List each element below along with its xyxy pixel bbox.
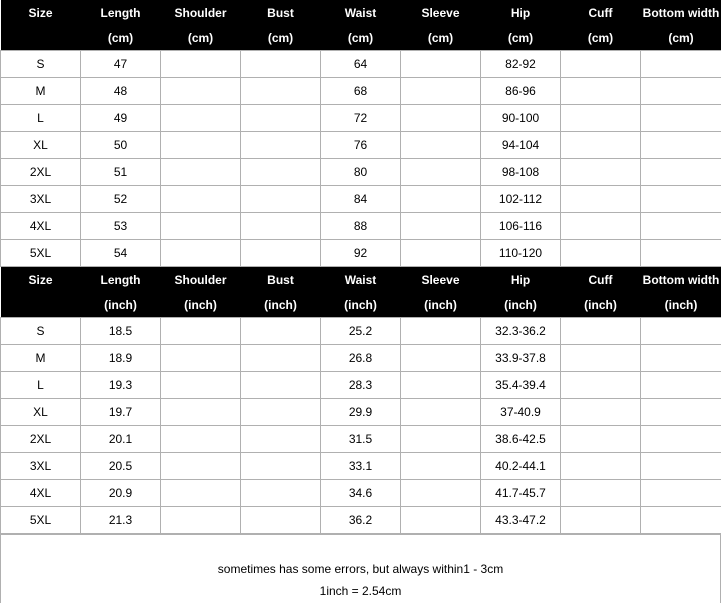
- table-cell: [641, 318, 721, 345]
- header-cell-bottom-width: Bottom width: [641, 0, 721, 25]
- table-cell: [641, 159, 721, 186]
- table-cell: 90-100: [481, 105, 561, 132]
- table-cell: [561, 213, 641, 240]
- table-row: [1, 132, 721, 159]
- table-cell: 92: [321, 240, 401, 267]
- table-cell: [241, 318, 321, 345]
- table-cell: [401, 345, 481, 372]
- table-cell: [561, 159, 641, 186]
- header-cell-waist: (cm): [321, 25, 401, 51]
- table-cell: [241, 507, 321, 534]
- size-cell: S: [1, 51, 81, 78]
- table-cell: [641, 213, 721, 240]
- table-cell: 33.1: [321, 453, 401, 480]
- table-cell: 18.9: [81, 345, 161, 372]
- table-cell: 28.3: [321, 372, 401, 399]
- size-cell: M: [1, 78, 81, 105]
- size-cell: 5XL: [1, 507, 81, 534]
- table-cell: 82-92: [481, 51, 561, 78]
- header-cell-bust: Bust: [241, 267, 321, 292]
- table-cell: 20.5: [81, 453, 161, 480]
- table-row: [1, 480, 721, 507]
- size-cell: 4XL: [1, 213, 81, 240]
- header-cell-shoulder: (cm): [161, 25, 241, 51]
- header-cell-length: Length: [81, 0, 161, 25]
- table-cell: 35.4-39.4: [481, 372, 561, 399]
- table-cell: 47: [81, 51, 161, 78]
- table-cell: [241, 51, 321, 78]
- table-cell: [241, 345, 321, 372]
- table-cell: 36.2: [321, 507, 401, 534]
- header-cell-hip: (inch): [481, 292, 561, 318]
- table-cell: [241, 372, 321, 399]
- table-cell: 50: [81, 132, 161, 159]
- header-cell-bottom-width: Bottom width: [641, 267, 721, 292]
- table-cell: [161, 345, 241, 372]
- table-cell: 84: [321, 186, 401, 213]
- size-cell: 4XL: [1, 480, 81, 507]
- table-cell: 25.2: [321, 318, 401, 345]
- table-cell: [561, 318, 641, 345]
- size-cell: M: [1, 345, 81, 372]
- header-cell-bottom-width: (inch): [641, 292, 721, 318]
- header-cell-waist: Waist: [321, 0, 401, 25]
- table-cell: [241, 132, 321, 159]
- table-cell: [241, 105, 321, 132]
- table-cell: 88: [321, 213, 401, 240]
- table-cell: 49: [81, 105, 161, 132]
- table-row: [1, 78, 721, 105]
- header-cell-sleeve: Sleeve: [401, 0, 481, 25]
- table-cell: 48: [81, 78, 161, 105]
- table-cell: 53: [81, 213, 161, 240]
- size-cell: 5XL: [1, 240, 81, 267]
- header-cell-hip: Hip: [481, 0, 561, 25]
- size-cell: L: [1, 105, 81, 132]
- table-cell: [561, 186, 641, 213]
- table-cell: [641, 240, 721, 267]
- table-cell: 110-120: [481, 240, 561, 267]
- table-cell: 19.7: [81, 399, 161, 426]
- table-cell: [161, 159, 241, 186]
- header-cell-sleeve: Sleeve: [401, 267, 481, 292]
- table-cell: [561, 78, 641, 105]
- header-cell-shoulder: Shoulder: [161, 267, 241, 292]
- table-cell: [401, 159, 481, 186]
- table-cell: 21.3: [81, 507, 161, 534]
- table-cell: [561, 399, 641, 426]
- measurement-note: [0, 534, 721, 603]
- table-row: [1, 507, 721, 534]
- table-row: [1, 240, 721, 267]
- header-cell-size: Size: [1, 0, 81, 25]
- header-cell-size: Size: [1, 267, 81, 292]
- table-row: [1, 426, 721, 453]
- table-cell: 18.5: [81, 318, 161, 345]
- table-cell: 72: [321, 105, 401, 132]
- header-cell-waist: (inch): [321, 292, 401, 318]
- table-cell: [401, 507, 481, 534]
- table-cell: [161, 507, 241, 534]
- table-cell: [161, 105, 241, 132]
- header-cell-cuff: (cm): [561, 25, 641, 51]
- table-cell: 64: [321, 51, 401, 78]
- table-cell: 32.3-36.2: [481, 318, 561, 345]
- table-cell: [641, 105, 721, 132]
- table-cell: [641, 51, 721, 78]
- size-cell: XL: [1, 132, 81, 159]
- table-row: [1, 51, 721, 78]
- header-cell-size: [1, 292, 81, 318]
- table-cell: 80: [321, 159, 401, 186]
- table-cell: [401, 240, 481, 267]
- table-row: [1, 399, 721, 426]
- cm-header-row: [1, 0, 721, 25]
- table-cell: 68: [321, 78, 401, 105]
- table-cell: [241, 186, 321, 213]
- table-cell: [161, 78, 241, 105]
- inch-header-row: [1, 267, 721, 292]
- table-cell: 86-96: [481, 78, 561, 105]
- table-cell: [241, 159, 321, 186]
- table-cell: [641, 78, 721, 105]
- table-cell: [641, 372, 721, 399]
- table-cell: [161, 372, 241, 399]
- table-cell: [401, 318, 481, 345]
- table-cell: 34.6: [321, 480, 401, 507]
- size-cell: S: [1, 318, 81, 345]
- header-cell-bust: (inch): [241, 292, 321, 318]
- table-cell: [241, 480, 321, 507]
- cm-table-body: [1, 51, 721, 267]
- note-conversion-text: 1inch = 2.54cm: [319, 584, 402, 598]
- table-cell: [241, 453, 321, 480]
- table-cell: 98-108: [481, 159, 561, 186]
- table-row: [1, 159, 721, 186]
- header-cell-waist: Waist: [321, 267, 401, 292]
- table-cell: [401, 132, 481, 159]
- table-cell: [641, 480, 721, 507]
- table-cell: 54: [81, 240, 161, 267]
- table-cell: 19.3: [81, 372, 161, 399]
- table-cell: [561, 105, 641, 132]
- table-cell: 29.9: [321, 399, 401, 426]
- table-cell: [161, 51, 241, 78]
- table-cell: [641, 507, 721, 534]
- size-cell: 3XL: [1, 453, 81, 480]
- table-cell: [241, 426, 321, 453]
- table-row: [1, 345, 721, 372]
- table-cell: [561, 240, 641, 267]
- table-cell: [561, 372, 641, 399]
- table-cell: 76: [321, 132, 401, 159]
- table-cell: [561, 426, 641, 453]
- cm-unit-row: [1, 25, 721, 51]
- table-cell: [641, 399, 721, 426]
- inch-table-body: [1, 318, 721, 534]
- table-cell: [401, 78, 481, 105]
- table-cell: [401, 213, 481, 240]
- inch-unit-row: [1, 292, 721, 318]
- table-cell: 20.1: [81, 426, 161, 453]
- table-row: [1, 213, 721, 240]
- table-cell: [641, 186, 721, 213]
- header-cell-length: (cm): [81, 25, 161, 51]
- table-cell: 43.3-47.2: [481, 507, 561, 534]
- table-cell: [401, 186, 481, 213]
- table-cell: [161, 240, 241, 267]
- table-row: [1, 372, 721, 399]
- table-cell: 38.6-42.5: [481, 426, 561, 453]
- inch-size-table: [0, 267, 721, 534]
- table-cell: [641, 453, 721, 480]
- table-cell: [401, 372, 481, 399]
- size-cell: 3XL: [1, 186, 81, 213]
- size-cell: 2XL: [1, 426, 81, 453]
- table-cell: [161, 318, 241, 345]
- header-cell-bust: (cm): [241, 25, 321, 51]
- table-cell: [161, 132, 241, 159]
- table-cell: 102-112: [481, 186, 561, 213]
- table-row: [1, 105, 721, 132]
- table-cell: 33.9-37.8: [481, 345, 561, 372]
- table-row: [1, 453, 721, 480]
- table-cell: [241, 399, 321, 426]
- table-cell: [161, 480, 241, 507]
- table-cell: [561, 345, 641, 372]
- table-cell: [401, 399, 481, 426]
- header-cell-cuff: (inch): [561, 292, 641, 318]
- table-cell: [401, 453, 481, 480]
- header-cell-length: (inch): [81, 292, 161, 318]
- table-cell: [241, 78, 321, 105]
- header-cell-bust: Bust: [241, 0, 321, 25]
- table-cell: [161, 453, 241, 480]
- table-cell: [641, 426, 721, 453]
- header-cell-sleeve: (inch): [401, 292, 481, 318]
- header-cell-length: Length: [81, 267, 161, 292]
- table-cell: [561, 51, 641, 78]
- table-cell: 26.8: [321, 345, 401, 372]
- table-cell: [241, 240, 321, 267]
- table-cell: 51: [81, 159, 161, 186]
- size-cell: 2XL: [1, 159, 81, 186]
- table-cell: [641, 132, 721, 159]
- table-cell: [161, 399, 241, 426]
- table-row: [1, 186, 721, 213]
- table-cell: [401, 105, 481, 132]
- table-cell: [561, 453, 641, 480]
- table-cell: 20.9: [81, 480, 161, 507]
- table-cell: 52: [81, 186, 161, 213]
- table-cell: [401, 51, 481, 78]
- size-cell: XL: [1, 399, 81, 426]
- header-cell-cuff: Cuff: [561, 267, 641, 292]
- header-cell-size: [1, 25, 81, 51]
- header-cell-hip: Hip: [481, 267, 561, 292]
- table-cell: [241, 213, 321, 240]
- table-cell: 40.2-44.1: [481, 453, 561, 480]
- size-cell: L: [1, 372, 81, 399]
- table-cell: 37-40.9: [481, 399, 561, 426]
- table-cell: [161, 426, 241, 453]
- table-cell: [641, 345, 721, 372]
- table-cell: [561, 480, 641, 507]
- table-cell: 41.7-45.7: [481, 480, 561, 507]
- table-row: [1, 318, 721, 345]
- table-cell: [561, 507, 641, 534]
- cm-size-table: [0, 0, 721, 267]
- table-cell: [561, 132, 641, 159]
- header-cell-hip: (cm): [481, 25, 561, 51]
- table-cell: 94-104: [481, 132, 561, 159]
- header-cell-bottom-width: (cm): [641, 25, 721, 51]
- table-cell: [161, 186, 241, 213]
- header-cell-cuff: Cuff: [561, 0, 641, 25]
- table-cell: [401, 426, 481, 453]
- table-cell: 31.5: [321, 426, 401, 453]
- table-cell: [161, 213, 241, 240]
- header-cell-sleeve: (cm): [401, 25, 481, 51]
- header-cell-shoulder: (inch): [161, 292, 241, 318]
- header-cell-shoulder: Shoulder: [161, 0, 241, 25]
- table-cell: [401, 480, 481, 507]
- table-cell: 106-116: [481, 213, 561, 240]
- note-error-text: sometimes has some errors, but always within1 - 3cm: [217, 562, 504, 576]
